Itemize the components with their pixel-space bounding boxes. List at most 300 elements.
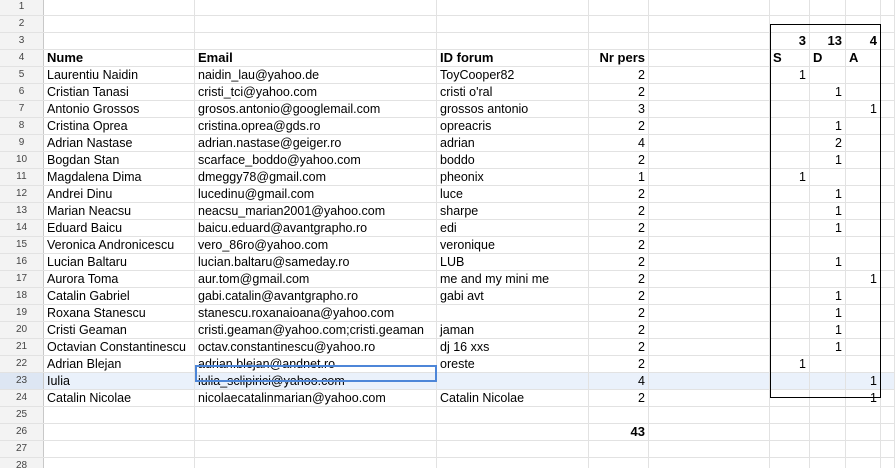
cell[interactable]	[846, 237, 881, 253]
row-header[interactable]: 15	[0, 237, 44, 253]
cell[interactable]: pheonix	[437, 169, 589, 185]
cell[interactable]: 4	[846, 33, 881, 49]
sheet-row[interactable]	[0, 33, 895, 50]
cell[interactable]: Cristian Tanasi	[44, 84, 195, 100]
cell[interactable]	[881, 67, 895, 83]
cell[interactable]: baicu.eduard@avantgrapho.ro	[195, 220, 437, 236]
cell[interactable]	[881, 407, 895, 423]
row-header[interactable]: 6	[0, 84, 44, 100]
cell[interactable]	[44, 16, 195, 32]
cell[interactable]	[195, 458, 437, 468]
cell[interactable]	[881, 458, 895, 468]
cell[interactable]	[810, 237, 846, 253]
cell[interactable]	[810, 0, 846, 15]
cell[interactable]	[195, 33, 437, 49]
cell[interactable]	[770, 339, 810, 355]
cell[interactable]	[649, 118, 770, 134]
cell[interactable]: cristi_tci@yahoo.com	[195, 84, 437, 100]
cell[interactable]: Adrian Nastase	[44, 135, 195, 151]
cell[interactable]	[589, 407, 649, 423]
cell[interactable]	[649, 271, 770, 287]
row-header[interactable]: 7	[0, 101, 44, 117]
cell[interactable]	[846, 288, 881, 304]
cell[interactable]: 1	[810, 118, 846, 134]
cell[interactable]: 4	[589, 135, 649, 151]
cell[interactable]	[770, 220, 810, 236]
cell[interactable]	[770, 407, 810, 423]
row-header[interactable]: 20	[0, 322, 44, 338]
cell[interactable]	[846, 118, 881, 134]
cell[interactable]	[846, 356, 881, 372]
cell[interactable]: opreacris	[437, 118, 589, 134]
cell[interactable]	[195, 0, 437, 15]
cell[interactable]	[846, 169, 881, 185]
cell[interactable]: Eduard Baicu	[44, 220, 195, 236]
sheet-row[interactable]	[0, 407, 895, 424]
cell[interactable]	[846, 458, 881, 468]
row-header[interactable]: 5	[0, 67, 44, 83]
row-header[interactable]: 28	[0, 458, 44, 468]
cell[interactable]	[437, 33, 589, 49]
cell[interactable]: dj 16 xxs	[437, 339, 589, 355]
cell[interactable]: 1	[810, 84, 846, 100]
cell[interactable]: Catalin Gabriel	[44, 288, 195, 304]
cell[interactable]: vero_86ro@yahoo.com	[195, 237, 437, 253]
cell[interactable]: 1	[770, 169, 810, 185]
cell[interactable]	[649, 356, 770, 372]
cell[interactable]: gabi avt	[437, 288, 589, 304]
cell[interactable]	[649, 322, 770, 338]
cell[interactable]: octav.constantinescu@yahoo.ro	[195, 339, 437, 355]
sheet-row[interactable]	[0, 458, 895, 468]
cell[interactable]: me and my mini me	[437, 271, 589, 287]
cell[interactable]: adrian	[437, 135, 589, 151]
cell[interactable]	[810, 373, 846, 389]
cell[interactable]: veronique	[437, 237, 589, 253]
cell[interactable]	[881, 50, 895, 66]
cell[interactable]: grosos.antonio@googlemail.com	[195, 101, 437, 117]
cell[interactable]: edi	[437, 220, 589, 236]
cell[interactable]	[770, 186, 810, 202]
row-header[interactable]: 1	[0, 0, 44, 15]
cell[interactable]	[846, 135, 881, 151]
cell[interactable]	[810, 356, 846, 372]
cell[interactable]	[846, 407, 881, 423]
cell[interactable]: 2	[589, 356, 649, 372]
cell[interactable]: D	[810, 50, 846, 66]
cell[interactable]	[649, 220, 770, 236]
cell[interactable]: 2	[589, 322, 649, 338]
sheet-row[interactable]	[0, 237, 895, 254]
cell[interactable]	[649, 305, 770, 321]
cell[interactable]	[810, 441, 846, 457]
cell[interactable]: 2	[589, 220, 649, 236]
cell[interactable]: A	[846, 50, 881, 66]
cell[interactable]: 1	[810, 305, 846, 321]
sheet-row[interactable]	[0, 220, 895, 237]
cell[interactable]	[810, 458, 846, 468]
cell[interactable]: 1	[589, 169, 649, 185]
row-header[interactable]: 18	[0, 288, 44, 304]
cell[interactable]: 2	[589, 237, 649, 253]
cell[interactable]	[846, 84, 881, 100]
cell[interactable]	[810, 101, 846, 117]
cell[interactable]	[195, 16, 437, 32]
cell[interactable]: Octavian Constantinescu	[44, 339, 195, 355]
cell[interactable]	[846, 16, 881, 32]
cell[interactable]: 1	[770, 67, 810, 83]
cell[interactable]	[649, 458, 770, 468]
cell[interactable]: dmeggy78@gmail.com	[195, 169, 437, 185]
cell[interactable]	[846, 203, 881, 219]
cell[interactable]: 2	[589, 67, 649, 83]
cell[interactable]	[846, 186, 881, 202]
cell[interactable]	[649, 203, 770, 219]
sheet-row[interactable]	[0, 254, 895, 271]
row-header[interactable]: 12	[0, 186, 44, 202]
cell[interactable]	[437, 16, 589, 32]
sheet-row[interactable]	[0, 84, 895, 101]
cell[interactable]	[649, 288, 770, 304]
sheet-row[interactable]	[0, 271, 895, 288]
cell[interactable]	[770, 237, 810, 253]
cell[interactable]: Antonio Grossos	[44, 101, 195, 117]
cell[interactable]	[589, 458, 649, 468]
cell[interactable]	[44, 0, 195, 15]
cell[interactable]	[810, 169, 846, 185]
sheet-row[interactable]	[0, 118, 895, 135]
cell[interactable]: ToyCooper82	[437, 67, 589, 83]
cell[interactable]	[589, 33, 649, 49]
cell[interactable]: 2	[589, 339, 649, 355]
cell[interactable]	[881, 135, 895, 151]
cell[interactable]: S	[770, 50, 810, 66]
cell[interactable]: 3	[589, 101, 649, 117]
cell[interactable]	[649, 373, 770, 389]
cell[interactable]	[881, 0, 895, 15]
cell[interactable]: adrian.nastase@geiger.ro	[195, 135, 437, 151]
cell[interactable]: Nr pers	[589, 50, 649, 66]
cell[interactable]	[44, 33, 195, 49]
sheet-row[interactable]	[0, 203, 895, 220]
cell[interactable]: 1	[846, 271, 881, 287]
cell[interactable]: cristi.geaman@yahoo.com;cristi.geaman	[195, 322, 437, 338]
cell[interactable]	[589, 441, 649, 457]
row-header[interactable]: 9	[0, 135, 44, 151]
sheet-row[interactable]	[0, 356, 895, 373]
cell[interactable]	[437, 458, 589, 468]
cell[interactable]: neacsu_marian2001@yahoo.com	[195, 203, 437, 219]
cell[interactable]	[846, 322, 881, 338]
sheet-row[interactable]	[0, 322, 895, 339]
cell[interactable]: 2	[589, 288, 649, 304]
cell[interactable]: 2	[589, 390, 649, 406]
cell[interactable]: Nume	[44, 50, 195, 66]
sheet-row[interactable]	[0, 135, 895, 152]
row-header[interactable]: 27	[0, 441, 44, 457]
cell[interactable]	[437, 441, 589, 457]
sheet-row[interactable]	[0, 101, 895, 118]
cell[interactable]	[810, 424, 846, 440]
cell[interactable]: Email	[195, 50, 437, 66]
row-header[interactable]: 23	[0, 373, 44, 389]
row-header[interactable]: 21	[0, 339, 44, 355]
cell[interactable]	[846, 220, 881, 236]
cell[interactable]: cristina.oprea@gds.ro	[195, 118, 437, 134]
cell[interactable]	[881, 101, 895, 117]
sheet-row[interactable]	[0, 373, 895, 390]
cell[interactable]	[881, 169, 895, 185]
cell[interactable]: Iulia	[44, 373, 195, 389]
cell[interactable]: 1	[810, 186, 846, 202]
sheet-row[interactable]	[0, 50, 895, 67]
cell[interactable]: 2	[589, 84, 649, 100]
cell[interactable]	[881, 424, 895, 440]
cell[interactable]	[770, 441, 810, 457]
cell[interactable]: 1	[810, 288, 846, 304]
cell[interactable]	[881, 33, 895, 49]
cell[interactable]	[810, 67, 846, 83]
cell[interactable]	[881, 203, 895, 219]
cell[interactable]	[881, 441, 895, 457]
cell[interactable]: 2	[589, 254, 649, 270]
cell[interactable]: 1	[846, 390, 881, 406]
cell[interactable]: 2	[810, 135, 846, 151]
cell[interactable]	[649, 16, 770, 32]
cell[interactable]	[649, 33, 770, 49]
cell[interactable]	[770, 390, 810, 406]
cell[interactable]	[810, 407, 846, 423]
cell[interactable]: 2	[589, 203, 649, 219]
cell[interactable]: 3	[770, 33, 810, 49]
cell[interactable]	[589, 16, 649, 32]
cell[interactable]: 1	[810, 220, 846, 236]
cell[interactable]	[881, 322, 895, 338]
cell[interactable]	[649, 186, 770, 202]
cell[interactable]	[881, 305, 895, 321]
cell[interactable]	[649, 152, 770, 168]
sheet-row[interactable]	[0, 186, 895, 203]
cell[interactable]	[846, 152, 881, 168]
row-header[interactable]: 22	[0, 356, 44, 372]
cell[interactable]	[44, 458, 195, 468]
cell[interactable]	[195, 407, 437, 423]
row-header[interactable]: 14	[0, 220, 44, 236]
cell[interactable]: luce	[437, 186, 589, 202]
cell[interactable]	[649, 407, 770, 423]
cell[interactable]: 1	[846, 101, 881, 117]
cell[interactable]	[770, 271, 810, 287]
cell[interactable]	[770, 118, 810, 134]
cell[interactable]	[44, 441, 195, 457]
cell[interactable]: 2	[589, 118, 649, 134]
cell[interactable]: Catalin Nicolae	[437, 390, 589, 406]
cell[interactable]	[881, 152, 895, 168]
cell[interactable]: Cristi Geaman	[44, 322, 195, 338]
cell[interactable]: 2	[589, 152, 649, 168]
cell[interactable]: Aurora Toma	[44, 271, 195, 287]
cell[interactable]: 4	[589, 373, 649, 389]
cell[interactable]: lucedinu@gmail.com	[195, 186, 437, 202]
cell[interactable]: iulia_sclipirici@yahoo.com	[195, 373, 437, 389]
cell[interactable]	[881, 254, 895, 270]
row-header[interactable]: 16	[0, 254, 44, 270]
row-header[interactable]: 13	[0, 203, 44, 219]
cell[interactable]	[846, 441, 881, 457]
cell[interactable]: 13	[810, 33, 846, 49]
cell[interactable]: gabi.catalin@avantgrapho.ro	[195, 288, 437, 304]
cell[interactable]	[846, 339, 881, 355]
cell[interactable]	[881, 220, 895, 236]
cell[interactable]	[770, 101, 810, 117]
cell[interactable]	[770, 203, 810, 219]
cell[interactable]	[810, 16, 846, 32]
cell[interactable]: boddo	[437, 152, 589, 168]
cell[interactable]	[881, 373, 895, 389]
cell[interactable]: naidin_lau@yahoo.de	[195, 67, 437, 83]
cell[interactable]	[649, 169, 770, 185]
cell[interactable]: cristi o'ral	[437, 84, 589, 100]
cell[interactable]	[649, 50, 770, 66]
cell[interactable]: Adrian Blejan	[44, 356, 195, 372]
cell[interactable]: Laurentiu Naidin	[44, 67, 195, 83]
sheet-row[interactable]	[0, 424, 895, 441]
cell[interactable]: 2	[589, 186, 649, 202]
cell[interactable]	[649, 390, 770, 406]
cell[interactable]	[846, 67, 881, 83]
cell[interactable]	[770, 288, 810, 304]
cell[interactable]	[881, 356, 895, 372]
cell[interactable]	[195, 424, 437, 440]
sheet-row[interactable]	[0, 16, 895, 33]
cell[interactable]	[881, 84, 895, 100]
cell[interactable]: lucian.baltaru@sameday.ro	[195, 254, 437, 270]
cell[interactable]	[881, 288, 895, 304]
cell[interactable]: Marian Neacsu	[44, 203, 195, 219]
cell[interactable]: jaman	[437, 322, 589, 338]
cell[interactable]: scarface_boddo@yahoo.com	[195, 152, 437, 168]
cell[interactable]: aur.tom@gmail.com	[195, 271, 437, 287]
cell[interactable]	[437, 373, 589, 389]
cell[interactable]	[649, 339, 770, 355]
cell[interactable]	[44, 407, 195, 423]
cell[interactable]: grossos antonio	[437, 101, 589, 117]
cell[interactable]	[881, 186, 895, 202]
cell[interactable]: Catalin Nicolae	[44, 390, 195, 406]
cell[interactable]	[649, 424, 770, 440]
cell[interactable]	[649, 135, 770, 151]
cell[interactable]	[881, 271, 895, 287]
cell[interactable]	[770, 135, 810, 151]
sheet-row[interactable]	[0, 305, 895, 322]
cell[interactable]	[770, 305, 810, 321]
cell[interactable]: 1	[810, 322, 846, 338]
cell[interactable]: 43	[589, 424, 649, 440]
row-header[interactable]: 11	[0, 169, 44, 185]
cell[interactable]: Lucian Baltaru	[44, 254, 195, 270]
cell[interactable]: sharpe	[437, 203, 589, 219]
sheet-row[interactable]	[0, 169, 895, 186]
cell[interactable]	[846, 0, 881, 15]
cell[interactable]	[810, 390, 846, 406]
row-header[interactable]: 10	[0, 152, 44, 168]
cell[interactable]	[770, 458, 810, 468]
cell[interactable]	[810, 271, 846, 287]
cell[interactable]: Andrei Dinu	[44, 186, 195, 202]
cell[interactable]	[437, 407, 589, 423]
cell[interactable]: Cristina Oprea	[44, 118, 195, 134]
cell[interactable]	[770, 322, 810, 338]
cell[interactable]	[846, 305, 881, 321]
row-header[interactable]: 26	[0, 424, 44, 440]
cell[interactable]: Veronica Andronicescu	[44, 237, 195, 253]
cell[interactable]	[649, 441, 770, 457]
sheet-row[interactable]	[0, 288, 895, 305]
cell[interactable]	[770, 424, 810, 440]
cell[interactable]: ID forum	[437, 50, 589, 66]
cell[interactable]	[649, 84, 770, 100]
row-header[interactable]: 4	[0, 50, 44, 66]
sheet-row[interactable]	[0, 441, 895, 458]
row-header[interactable]: 2	[0, 16, 44, 32]
cell[interactable]	[437, 305, 589, 321]
cell[interactable]: stanescu.roxanaioana@yahoo.com	[195, 305, 437, 321]
cell[interactable]	[881, 16, 895, 32]
cell[interactable]	[881, 237, 895, 253]
cell[interactable]: 1	[810, 152, 846, 168]
sheet-row[interactable]	[0, 152, 895, 169]
cell[interactable]	[649, 101, 770, 117]
cell[interactable]	[649, 237, 770, 253]
cell[interactable]: LUB	[437, 254, 589, 270]
cell[interactable]	[437, 424, 589, 440]
cell[interactable]	[881, 339, 895, 355]
sheet-row[interactable]	[0, 67, 895, 84]
cell[interactable]	[770, 84, 810, 100]
cell[interactable]	[881, 390, 895, 406]
row-header[interactable]: 17	[0, 271, 44, 287]
cell[interactable]: oreste	[437, 356, 589, 372]
cell[interactable]	[770, 373, 810, 389]
cell[interactable]	[846, 254, 881, 270]
sheet-row[interactable]	[0, 339, 895, 356]
cell[interactable]: Bogdan Stan	[44, 152, 195, 168]
cell[interactable]	[770, 152, 810, 168]
sheet-row[interactable]	[0, 0, 895, 16]
cell[interactable]: Magdalena Dima	[44, 169, 195, 185]
row-header[interactable]: 8	[0, 118, 44, 134]
cell[interactable]	[770, 254, 810, 270]
row-header[interactable]: 25	[0, 407, 44, 423]
cell[interactable]: adrian.blejan@andnet.ro	[195, 356, 437, 372]
cell[interactable]	[649, 0, 770, 15]
cell[interactable]	[649, 254, 770, 270]
cell[interactable]	[437, 0, 589, 15]
row-header[interactable]: 19	[0, 305, 44, 321]
cell[interactable]: 2	[589, 271, 649, 287]
row-header[interactable]: 3	[0, 33, 44, 49]
cell[interactable]	[649, 67, 770, 83]
cell[interactable]	[589, 0, 649, 15]
cell[interactable]	[195, 441, 437, 457]
cell[interactable]	[770, 16, 810, 32]
cell[interactable]: 1	[810, 203, 846, 219]
cell[interactable]	[846, 424, 881, 440]
cell[interactable]	[881, 118, 895, 134]
cell[interactable]	[44, 424, 195, 440]
cell[interactable]: 1	[770, 356, 810, 372]
cell[interactable]: 1	[810, 339, 846, 355]
